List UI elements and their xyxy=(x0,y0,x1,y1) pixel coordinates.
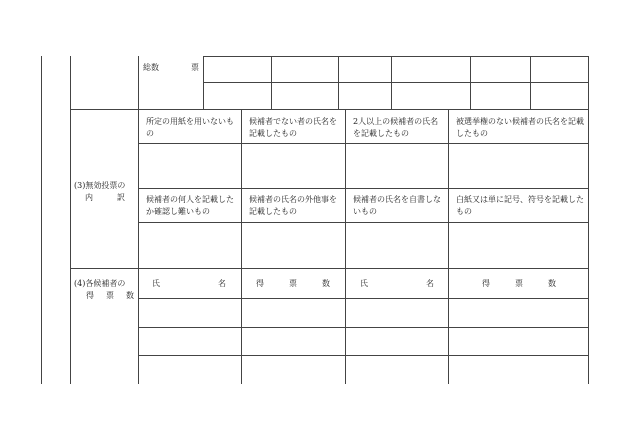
candidate-votes-section-label: (4)各候補者の 得 票 数 xyxy=(74,279,134,300)
left-border-outer xyxy=(41,56,42,384)
votes-grid-line xyxy=(241,268,242,384)
invalid-grid-line xyxy=(138,222,589,223)
invalid-category-extra-writing: 候補者の氏名の外他事を記載したもの xyxy=(249,195,337,216)
candidate-name-header: 氏 名 xyxy=(360,279,434,288)
total-row-mid xyxy=(203,82,589,83)
invalid-category-unofficial-paper: 所定の用紙を用いないもの xyxy=(146,117,234,138)
total-grid-line xyxy=(470,56,471,109)
invalid-category-blank-or-symbol: 白紙又は単に記号、符号を記載したもの xyxy=(456,195,584,216)
total-votes-label: 総数 票 xyxy=(143,63,199,72)
total-grid-line xyxy=(271,56,272,109)
total-row-top xyxy=(203,56,589,57)
invalid-category-unidentifiable: 候補者の何人を記載したか確認し難いもの xyxy=(146,195,234,216)
right-border xyxy=(588,56,589,384)
invalid-category-ineligible-candidate: 被選挙権のない候補者の氏名を記載したもの xyxy=(456,117,584,138)
invalid-category-multiple-candidates: 2人以上の候補者の氏名を記載したもの xyxy=(353,117,439,138)
section-divider-3 xyxy=(70,109,589,110)
votes-grid-line xyxy=(345,268,346,384)
section-divider-4 xyxy=(70,268,589,269)
invalid-grid-line xyxy=(138,143,589,144)
total-grid-line xyxy=(203,56,204,109)
left-border-inner xyxy=(70,56,71,384)
total-grid-line xyxy=(338,56,339,109)
invalid-votes-section-label: (3)無効投票の 内 訳 xyxy=(74,181,126,202)
invalid-category-not-handwritten: 候補者の氏名を自書しないもの xyxy=(353,195,441,216)
label-column-divider xyxy=(138,56,139,384)
invalid-category-non-candidate: 候補者でない者の氏名を記載したもの xyxy=(249,117,337,138)
vote-count-header: 得 票 数 xyxy=(482,279,556,288)
total-grid-line xyxy=(530,56,531,109)
candidate-name-header: 氏 名 xyxy=(152,279,226,288)
invalid-grid-line xyxy=(138,188,589,189)
votes-grid-line xyxy=(138,355,589,356)
total-grid-line xyxy=(391,56,392,109)
votes-grid-line xyxy=(448,268,449,384)
votes-grid-line xyxy=(138,298,589,299)
vote-count-header: 得 票 数 xyxy=(256,279,330,288)
votes-grid-line xyxy=(138,327,589,328)
